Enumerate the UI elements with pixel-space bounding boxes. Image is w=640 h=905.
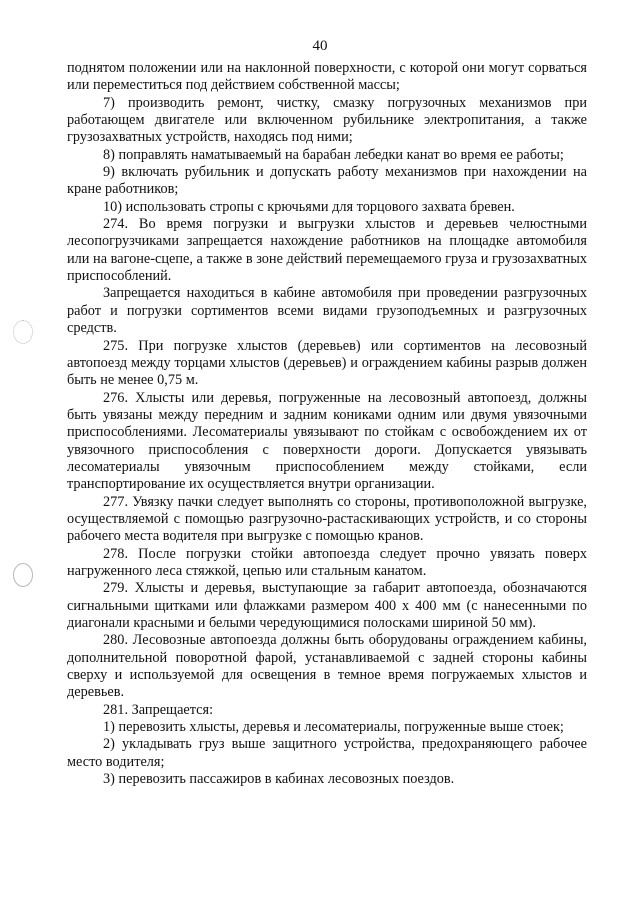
paragraph-item-9: 9) включать рубильник и допускать работу механизмов при нахождении на кране работников; xyxy=(67,164,587,198)
paragraph-clause-281: 281. Запрещается: xyxy=(103,701,214,718)
paragraph-clause-274-addendum: Запрещается находиться в кабине автомобиля при проведении разгрузочных работ и погрузки сортиментов всеми видами грузоподъемных и разгрузочных средств. xyxy=(67,285,587,337)
paragraph-clause-278: 278. После погрузки стойки автопоезда следует прочно увязать поверх нагруженного леса стяжкой, цепью или стальным канатом. xyxy=(67,545,587,579)
paragraph-clause-279: 279. Хлысты и деревья, выступающие за габарит автопоезда, обозначаются сигнальными щитками или флажками размером 400 х 400 мм (с нанесенными по диагонали красными и белыми чередующимися полосками шириной 50 мм). xyxy=(67,580,587,631)
paragraph-clause-277: 277. Увязку пачки следует выполнять со стороны, противоположной выгрузке, осуществляемой с помощью разгрузочно-растаскивающих устройств, и со стороны рабочего места водителя при выгрузке с помощью кранов. xyxy=(67,493,587,545)
paragraph-item-8: 8) поправлять наматываемый на барабан лебедки канат во время ее работы; xyxy=(103,146,564,163)
paragraph-list-item-1: 1) перевозить хлысты, деревья и лесоматериалы, погруженные выше стоек; xyxy=(103,719,564,736)
paragraph-continuation: поднятом положении или на наклонной поверхности, с которой они могут сорваться или переместиться под действием собственной массы; xyxy=(67,60,587,94)
paragraph-clause-275: 275. При погрузке хлыстов (деревьев) или сортиментов на лесовозный автопоезд между торцами хлыстов (деревьев) и ограждением кабины разрыв должен быть не менее 0,75 м. xyxy=(67,337,587,389)
paragraph-list-item-3: 3) перевозить пассажиров в кабинах лесовозных поездов. xyxy=(103,771,455,788)
paragraph-clause-276: 276. Хлысты или деревья, погруженные на лесовозный автопоезд, должны быть увязаны между передним и задним кониками одним или двумя увязочными приспособлениями. Лесоматериалы увязывают по стойкам с освобождением их от увязочного приспособления с поверхности дороги. Допускается увязывать лесоматериалы увязочным приспособлением между стойками, если транспортирование их осуществляется внутри организации. xyxy=(67,389,587,493)
paragraph-list-item-2: 2) укладывать груз выше защитного устройства, предохраняющего рабочее место водителя; xyxy=(67,736,587,770)
paragraph-clause-274: 274. Во время погрузки и выгрузки хлыстов и деревьев челюстными лесопогрузчиками запрещается нахождение работников на площадке автомобиля или на вагоне-сцепе, а также в зоне действий перемещаемого груза и грузозахватных приспособлений. xyxy=(67,216,587,285)
document-body xyxy=(67,60,587,788)
punch-hole-mark xyxy=(13,320,33,344)
paragraph-item-10: 10) использовать стропы с крючьями для торцового захвата бревен. xyxy=(103,198,515,215)
punch-hole-mark xyxy=(13,563,33,587)
paragraph-clause-280: 280. Лесовозные автопоезда должны быть оборудованы ограждением кабины, дополнительной поворотной фарой, устанавливаемой с задней стороны кабины сверху и используемой для освещения в темное время погружаемых хлыстов и деревьев. xyxy=(67,632,587,701)
paragraph-item-7: 7) производить ремонт, чистку, смазку погрузочных механизмов при работающем двигателе или включенном рубильнике электропитания, а также грузозахватных устройств, находясь под ними; xyxy=(67,94,587,146)
page-number: 40 xyxy=(312,38,328,54)
